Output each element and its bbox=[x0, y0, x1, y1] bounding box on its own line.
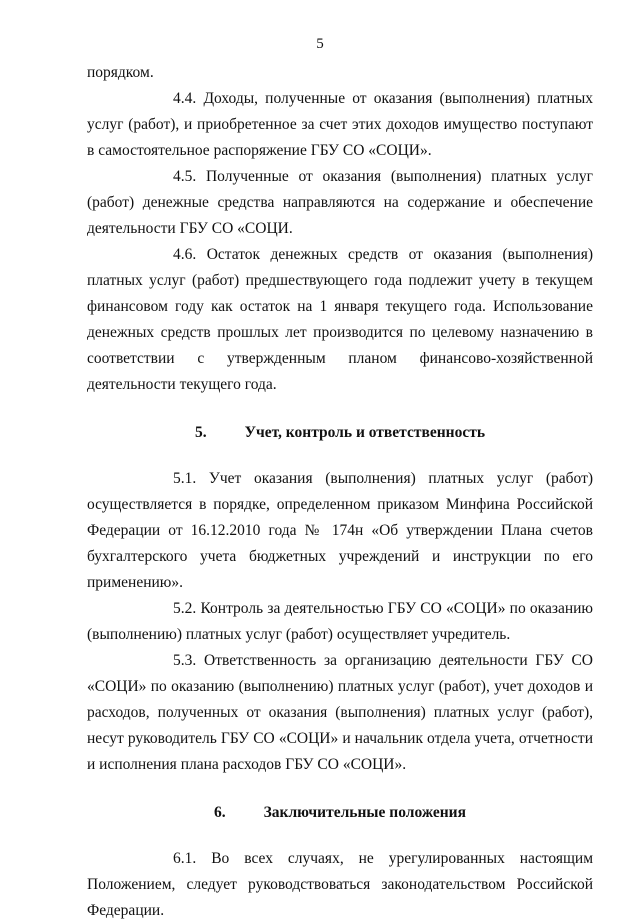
paragraph-text: порядком. bbox=[87, 64, 154, 81]
section-title: Учет, контроль и ответственность bbox=[244, 424, 486, 441]
paragraph-number: 4.6. bbox=[173, 246, 197, 263]
paragraph-number: 6.1. bbox=[173, 850, 197, 867]
paragraph-4-4 bbox=[87, 86, 593, 164]
section-heading-5 bbox=[87, 420, 593, 446]
paragraph-text: Остаток денежных средств от оказания (выполнения) платных услуг (работ) предшествующего года подлежит учету в текущем финансовом году как остаток на 1 января текущего года. Использование денежных средств прошлых лет производится по целевому назначению в соответствии с утвержденным планом финансово-хозяйственной деятельности текущего года. bbox=[87, 246, 593, 393]
paragraph-continuation bbox=[87, 60, 593, 86]
paragraph-number: 5.1. bbox=[173, 470, 197, 487]
paragraph-number: 4.5. bbox=[173, 168, 197, 185]
paragraph-text: Полученные от оказания (выполнения) платных услуг (работ) денежные средства направляются на содержание и обеспечение деятельности ГБУ СО «СОЦИ. bbox=[87, 168, 593, 237]
section-number: 6. bbox=[214, 804, 226, 821]
paragraph-4-6 bbox=[87, 242, 593, 398]
paragraph-5-2 bbox=[87, 596, 593, 648]
document-body bbox=[87, 60, 593, 924]
paragraph-number: 5.3. bbox=[173, 652, 197, 669]
paragraph-4-5 bbox=[87, 164, 593, 242]
paragraph-text: Доходы, полученные от оказания (выполнения) платных услуг (работ), и приобретенное за счет этих доходов имущество поступают в самостоятельное распоряжение ГБУ СО «СОЦИ». bbox=[87, 90, 594, 159]
section-heading-6 bbox=[87, 800, 593, 826]
page-number: 5 bbox=[316, 36, 324, 52]
section-number: 5. bbox=[194, 424, 207, 441]
paragraph-number: 5.2. bbox=[173, 600, 197, 617]
paragraph-5-3 bbox=[87, 648, 593, 778]
paragraph-text: Контроль за деятельностью ГБУ СО «СОЦИ» по оказанию (выполнению) платных услуг (работ) осуществляет учредитель. bbox=[87, 600, 593, 643]
paragraph-text: Ответственность за организацию деятельности ГБУ СО «СОЦИ» по оказанию (выполнению) платных услуг (работ), учет доходов и расходов, полученных от оказания (выполнения) платных услуг (работ), несут руководитель ГБУ СО «СОЦИ» и начальник отдела учета, отчетности и исполнения плана расходов ГБУ СО «СОЦИ». bbox=[87, 652, 593, 773]
paragraph-number: 4.4. bbox=[173, 90, 197, 107]
paragraph-text: Во всех случаях, не урегулированных настоящим Положением, следует руководствоваться законодательством Российской Федерации. bbox=[87, 850, 594, 919]
paragraph-text: Учет оказания (выполнения) платных услуг (работ) осуществляется в порядке, определенном приказом Минфина Российской Федерации от 16.12.2010 года № 174н «Об утверждении Плана счетов бухгалтерского учета бюджетных учреждений и инструкции по его применению». bbox=[87, 470, 594, 591]
paragraph-5-1 bbox=[87, 466, 593, 596]
section-title: Заключительные положения bbox=[263, 804, 466, 821]
paragraph-6-1 bbox=[87, 846, 593, 924]
